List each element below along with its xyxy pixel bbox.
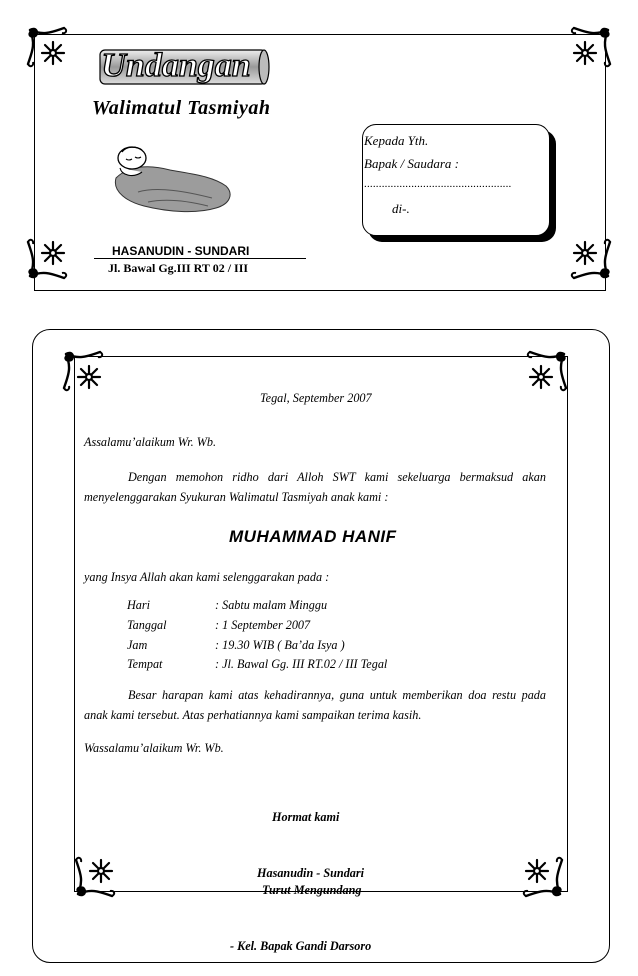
detail-label-day: Hari [127,598,151,612]
detail-label-date: Tanggal [127,618,167,632]
snowflake-corner-ornament-icon [74,854,118,898]
detail-label-place: Tempat [127,657,163,671]
recipient-name-blank: .................................................. [364,178,512,190]
regards: Hormat kami [272,810,340,824]
snowflake-corner-ornament-icon [26,26,70,70]
recipient-label: Kepada Yth. [364,133,429,148]
detail-value-time: : 19.30 WIB ( Ba’da Isya ) [215,638,345,652]
signature-names: Hasanudin - Sundari [257,866,365,880]
host-names: HASANUDIN - SUNDARI [112,244,250,258]
child-name: MUHAMMAD HANIF [229,527,397,546]
detail-label-time: Jam [127,638,148,652]
snowflake-corner-ornament-icon [62,350,106,394]
paragraph-2-line-2: anak kami tersebut. Atas perhatiannya kami sampaikan terima kasih. [84,708,422,722]
closing-greeting: Wassalamu’alaikum Wr. Wb. [84,741,224,755]
snowflake-corner-ornament-icon [568,236,612,280]
paragraph-1-line-1: Dengan memohon ridho dari Alloh SWT kami sekeluarga bermaksud akan [128,470,546,484]
paragraph-1-line-2: menyelenggarakan Syukuran Walimatul Tasmiyah anak kami : [84,490,389,504]
host-address: Jl. Bawal Gg.III RT 02 / III [108,261,249,275]
detail-value-day: : Sabtu malam Minggu [215,598,328,612]
envelope-title: Undangan [101,47,251,84]
signature-role: Turut Mengundang [262,883,362,897]
recipient-location-label: di-. [392,201,410,216]
recipient-salutation: Bapak / Saudara : [364,156,459,171]
footer-family: - Kel. Bapak Gandi Darsoro [230,939,372,953]
event-subtitle: Walimatul Tasmiyah [92,97,271,119]
snowflake-corner-ornament-icon [520,854,564,898]
sleeping-baby-icon [108,142,238,214]
snowflake-corner-ornament-icon [568,26,612,70]
title-banner [98,44,270,88]
detail-value-date: : 1 September 2007 [215,618,311,632]
paragraph-2-line-1: Besar harapan kami atas kehadirannya, guna untuk memberikan doa restu pada [128,688,546,702]
snowflake-corner-ornament-icon [524,350,568,394]
snowflake-corner-ornament-icon [26,236,70,280]
schedule-intro: yang Insya Allah akan kami selenggarakan pada : [84,570,330,584]
greeting: Assalamu’alaikum Wr. Wb. [84,435,217,449]
detail-value-place: : Jl. Bawal Gg. III RT.02 / III Tegal [215,657,388,671]
letter-date: Tegal, September 2007 [260,391,372,405]
divider [94,258,306,259]
